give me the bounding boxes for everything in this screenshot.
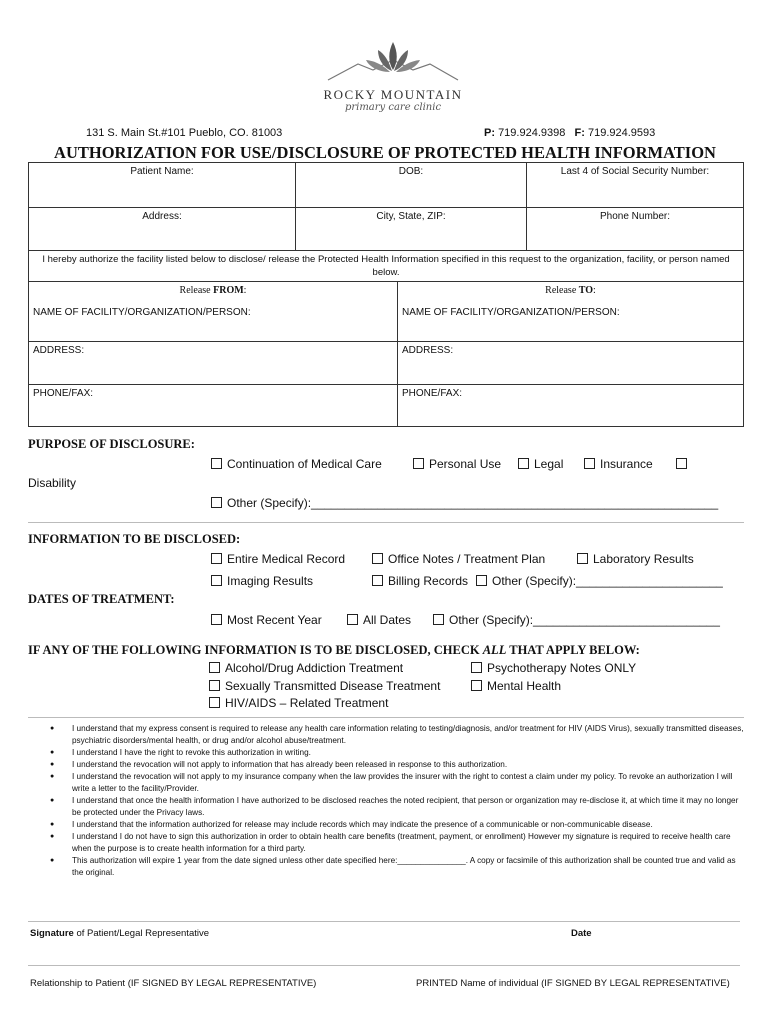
checkbox-icon	[471, 662, 482, 673]
checkbox-icon	[471, 680, 482, 691]
clinic-address: 131 S. Main St.#101 Pueblo, CO. 81003	[86, 127, 283, 139]
ssn-label: Last 4 of Social Security Number:	[560, 166, 710, 177]
to-name-label: NAME OF FACILITY/ORGANIZATION/PERSON:	[402, 306, 620, 318]
sensitive-alcohol-checkbox[interactable]	[209, 661, 403, 675]
signature-line[interactable]	[28, 921, 740, 922]
purpose-personal-use-checkbox[interactable]	[413, 457, 501, 471]
checkbox-icon	[211, 575, 222, 586]
release-to-colon: :	[593, 285, 596, 296]
dob-label: DOB:	[398, 166, 424, 177]
from-name-field[interactable]	[29, 304, 398, 342]
address-field[interactable]	[29, 208, 296, 251]
relationship-label: Relationship to Patient (IF SIGNED BY LEGAL REPRESENTATIVE)	[30, 978, 317, 989]
list-item: ● I understand the revocation will not apply to my insurance company when the law provides the insurer with the right to contest a claim under my policy. To revoke an authorization I will write a letter to the facility/Provider.	[28, 771, 744, 795]
checkbox-icon	[413, 458, 424, 469]
info-lab-results-checkbox[interactable]	[577, 552, 694, 566]
purpose-insurance-checkbox[interactable]	[584, 457, 653, 471]
printed-name-label: PRINTED Name of individual (IF SIGNED BY LEGAL REPRESENTATIVE)	[416, 978, 730, 989]
relationship-line[interactable]	[28, 965, 740, 966]
option-label: Entire Medical Record	[227, 552, 346, 566]
info-other-checkbox[interactable]	[476, 574, 723, 588]
option-label: Other (Specify):____________________________	[449, 613, 720, 627]
checkbox-icon	[211, 614, 222, 625]
phone-number-label: Phone Number:	[599, 211, 671, 222]
fax-label: F:	[574, 127, 585, 139]
sensitive-heading-post: THAT APPLY BELOW:	[506, 643, 640, 657]
sensitive-heading-em: ALL	[482, 643, 507, 657]
option-label: Billing Records	[388, 574, 469, 588]
to-phone-fax-field[interactable]	[398, 385, 744, 427]
purpose-heading: PURPOSE OF DISCLOSURE:	[28, 437, 195, 451]
option-label: Continuation of Medical Care	[227, 457, 382, 471]
list-item: ● This authorization will expire 1 year from the date signed unless other date specified here:_______________. A copy or facsimile of this authorization shall be counted true and valid as the original.	[28, 855, 744, 879]
list-item: ● I understand that the information authorized for release may include records which may indicate the presence of a communicable or non-communicable disease.	[28, 819, 744, 831]
form-title: AUTHORIZATION FOR USE/DISCLOSURE OF PROTECTED HEALTH INFORMATION	[54, 143, 716, 162]
dates-other-checkbox[interactable]	[433, 613, 720, 627]
clinic-tagline: primary care clinic	[344, 102, 442, 113]
checkbox-icon	[209, 680, 220, 691]
option-label: Psychotherapy Notes ONLY	[487, 661, 637, 675]
list-item: ● I understand I do not have to sign this authorization in order to obtain health care benefits (treatment, payment, or enrollment) However my signature is required to receive health care when the purpose is to create health information for a third party.	[28, 831, 744, 855]
purpose-legal-checkbox[interactable]	[518, 457, 563, 471]
date-label: Date	[571, 928, 592, 939]
checkbox-icon	[372, 575, 383, 586]
ssn-field[interactable]	[527, 163, 744, 208]
authorization-statement: I hereby authorize the facility listed below to disclose/ release the Protected Health Information specified in this request to the organization, facility, or person named below.	[29, 251, 744, 282]
patient-name-field[interactable]	[29, 163, 296, 208]
option-label: Sexually Transmitted Disease Treatment	[225, 679, 441, 693]
info-imaging-checkbox[interactable]	[211, 574, 313, 588]
signature-label-bold: Signature	[30, 928, 74, 939]
checkbox-icon	[211, 553, 222, 564]
list-item: ● I understand the revocation will not apply to information that has already been released in response to this authorization.	[28, 759, 744, 771]
list-item: ● I understand that once the health information I have authorized to be disclosed reaches the noted recipient, that person or organization may re-disclose it, at which time it may no longer be protected under the Privacy laws.	[28, 795, 744, 819]
option-label: Other (Specify):_____________________________________________________________	[227, 496, 719, 510]
checkbox-icon	[372, 553, 383, 564]
checkbox-icon	[518, 458, 529, 469]
release-to-heading	[398, 282, 744, 304]
information-heading: INFORMATION TO BE DISCLOSED:	[28, 532, 241, 546]
release-from-word: FROM	[213, 285, 244, 296]
release-from-colon: :	[243, 285, 247, 296]
to-address-label: ADDRESS:	[402, 345, 454, 356]
checkbox-icon	[476, 575, 487, 586]
purpose-continuation-checkbox[interactable]	[211, 457, 382, 471]
sensitive-heading	[28, 643, 640, 658]
option-label: All Dates	[363, 613, 412, 627]
checkbox-icon	[209, 697, 220, 708]
clinic-name: ROCKY MOUNTAIN	[323, 87, 463, 102]
divider	[28, 522, 744, 523]
lotus-mountain-icon	[318, 38, 468, 82]
from-phone-fax-field[interactable]	[29, 385, 398, 427]
dates-all-checkbox[interactable]	[347, 613, 411, 627]
option-label: Imaging Results	[227, 574, 314, 588]
option-label: Personal Use	[429, 457, 502, 471]
release-table	[28, 281, 744, 427]
sensitive-mental-health-checkbox[interactable]	[471, 679, 561, 693]
dob-field[interactable]	[296, 163, 527, 208]
clinic-phones	[484, 127, 655, 139]
fax-number: 719.924.9593	[587, 127, 656, 139]
release-from-heading	[29, 282, 398, 304]
phone-label: P:	[484, 127, 495, 139]
checkbox-icon	[347, 614, 358, 625]
dates-recent-year-checkbox[interactable]	[211, 613, 322, 627]
checkbox-icon	[584, 458, 595, 469]
from-address-label: ADDRESS:	[33, 345, 85, 356]
checkbox-icon	[433, 614, 444, 625]
checkbox-icon	[577, 553, 588, 564]
option-label: HIV/AIDS – Related Treatment	[225, 696, 389, 710]
option-label: Legal	[534, 457, 564, 471]
sensitive-std-checkbox[interactable]	[209, 679, 440, 693]
info-billing-checkbox[interactable]	[372, 574, 468, 588]
from-phone-fax-label: PHONE/FAX:	[33, 388, 94, 399]
purpose-disability-label: Disability	[28, 476, 77, 490]
sensitive-heading-pre: IF ANY OF THE FOLLOWING INFORMATION IS TO BE DISCLOSED, CHECK	[28, 643, 483, 657]
patient-info-table	[28, 162, 744, 282]
from-name-label: NAME OF FACILITY/ORGANIZATION/PERSON:	[33, 306, 251, 318]
option-label: Office Notes / Treatment Plan	[388, 552, 546, 566]
option-label: Alcohol/Drug Addiction Treatment	[225, 661, 404, 675]
option-label: Mental Health	[487, 679, 562, 693]
checkbox-icon	[211, 497, 222, 508]
city-state-zip-field[interactable]	[296, 208, 527, 251]
checkbox-icon	[676, 458, 687, 469]
divider	[28, 717, 744, 718]
city-state-zip-label: City, State, ZIP:	[376, 211, 446, 222]
release-from-prefix: Release	[179, 285, 214, 296]
release-to-word: TO	[578, 285, 594, 296]
phone-number: 719.924.9398	[498, 127, 566, 139]
signature-label-rest: of Patient/Legal Representative	[73, 928, 210, 939]
sensitive-hiv-checkbox[interactable]	[209, 696, 388, 710]
dates-heading: DATES OF TREATMENT:	[28, 592, 175, 606]
release-to-prefix: Release	[545, 285, 579, 296]
terms-list	[28, 723, 744, 879]
option-label: Other (Specify):______________________	[492, 574, 723, 588]
option-label: Most Recent Year	[227, 613, 322, 627]
info-office-notes-checkbox[interactable]	[372, 552, 545, 566]
checkbox-icon	[209, 662, 220, 673]
option-label: Insurance	[600, 457, 653, 471]
to-phone-fax-label: PHONE/FAX:	[402, 388, 463, 399]
to-name-field[interactable]	[398, 304, 744, 342]
purpose-disability-checkbox[interactable]	[676, 457, 692, 471]
phone-number-field[interactable]	[527, 208, 744, 251]
list-item: ● I understand I have the right to revoke this authorization in writing.	[28, 747, 744, 759]
from-address-field[interactable]	[29, 342, 398, 385]
sensitive-psychotherapy-checkbox[interactable]	[471, 661, 636, 675]
list-item: ● I understand that my express consent is required to release any health care information relating to testing/diagnosis, and/or treatment for HIV (AIDS Virus), sexually transmitted diseases, psychiatric disorders/mental health, or drug and/or alcohol abuse/treatment.	[28, 723, 744, 747]
purpose-other-checkbox[interactable]	[211, 496, 718, 510]
signature-label	[30, 928, 209, 939]
address-label: Address:	[142, 211, 182, 222]
clinic-logo	[318, 38, 468, 113]
option-label: Laboratory Results	[593, 552, 694, 566]
to-address-field[interactable]	[398, 342, 744, 385]
patient-name-label: Patient Name:	[130, 166, 194, 177]
info-entire-record-checkbox[interactable]	[211, 552, 345, 566]
checkbox-icon	[211, 458, 222, 469]
